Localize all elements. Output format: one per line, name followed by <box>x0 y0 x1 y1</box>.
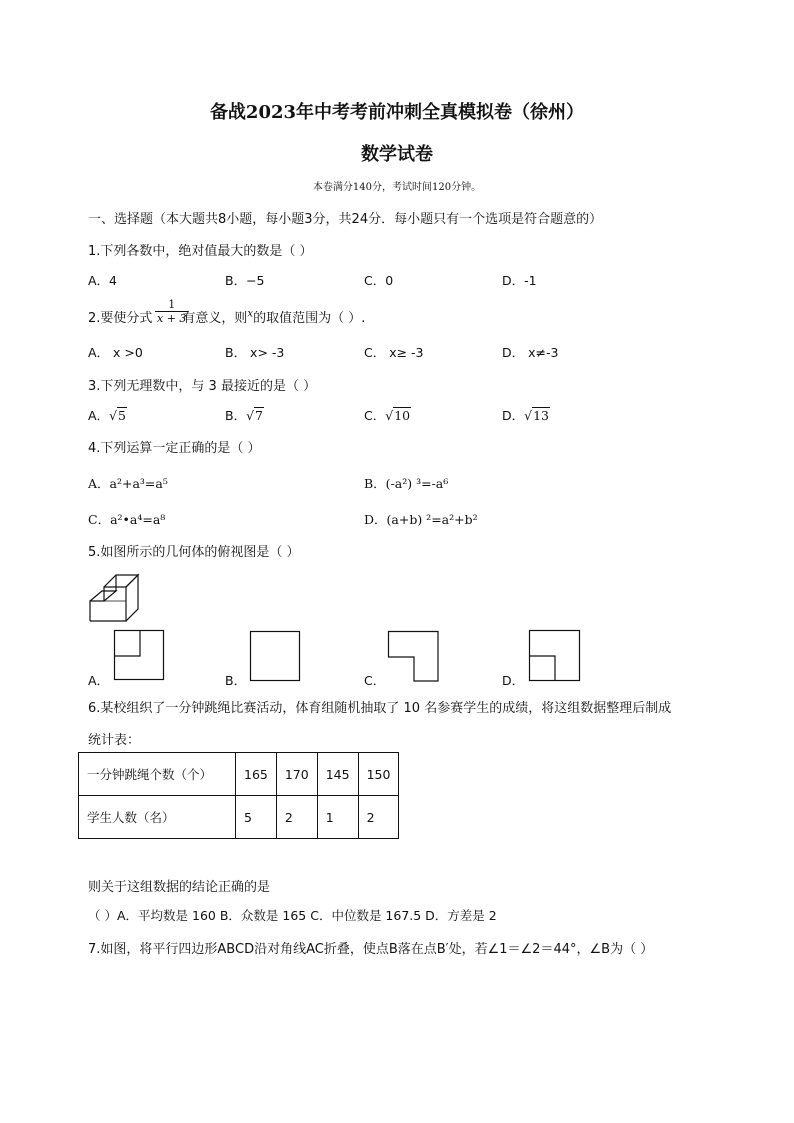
q3-option-c-label: C． <box>364 408 386 423</box>
q2-fraction-numerator: 1 <box>155 298 188 312</box>
table-cell: 一分钟跳绳个数（个） <box>79 753 236 796</box>
q3-option-a-radicand: 5 <box>118 408 126 423</box>
q6-conclusion: 则关于这组数据的结论正确的是 <box>88 880 271 895</box>
table-row <box>79 753 399 796</box>
q5-option-c-label: C． <box>364 673 386 688</box>
question-4-stem: 4.下列运算一定正确的是（ ） <box>88 441 261 456</box>
q2-variable: x <box>247 308 254 320</box>
section-heading: 一、选择题（本大题共8小题，每小题3分，共24分．每小题只有一个选项是符合题意的） <box>88 212 603 227</box>
question-1-stem: 1.下列各数中，绝对值最大的数是（ ） <box>88 244 313 259</box>
q5-option-b-figure <box>250 631 300 681</box>
table-cell: 165 <box>236 753 277 796</box>
exam-title: 备战2023年中考考前冲刺全真模拟卷（徐州） <box>209 102 585 123</box>
q2-option-d: D． x≠-3 <box>502 345 559 360</box>
table-cell: 150 <box>358 753 399 796</box>
q5-option-a-label: A． <box>88 673 110 688</box>
table-cell: 170 <box>276 753 317 796</box>
q6-options: （ ）A．平均数是 160 B．众数是 165 C．中位数是 167.5 D．方差是 2 <box>88 908 497 923</box>
q1-option-a: A．4 <box>88 273 118 288</box>
exam-subtitle: 数学试卷 <box>361 144 433 165</box>
q1-option-b: B．−5 <box>225 273 265 288</box>
table-row <box>79 796 399 839</box>
question-6-stem-line2: 统计表： <box>88 733 141 748</box>
q2-option-c: C． x≥ -3 <box>364 345 424 360</box>
table-cell: 5 <box>236 796 277 839</box>
q1-option-c: C．0 <box>364 273 394 288</box>
sqrt-symbol: √13 <box>524 408 550 423</box>
question-7-stem: 7.如图，将平行四边形ABCD沿对角线AC折叠，使点B落在点B′处，若∠1＝∠2＝44°，∠B为（ ） <box>88 942 654 957</box>
q5-option-d-figure <box>529 630 581 682</box>
table-cell: 1 <box>317 796 358 839</box>
q4-option-c: C．a²•a⁴=a⁸ <box>88 512 166 527</box>
q5-option-a-figure <box>114 630 164 680</box>
q1-option-d: D．-1 <box>502 273 537 288</box>
q5-option-c-figure <box>388 631 440 683</box>
q2-option-a: A． x >0 <box>88 345 143 360</box>
exam-note: 本卷满分140分，考试时间120分钟。 <box>312 182 482 193</box>
q4-option-d: D．(a+b) ²=a²+b² <box>364 512 478 527</box>
question-5-stem: 5.如图所示的几何体的俯视图是（ ） <box>88 545 300 560</box>
q3-option-d-label: D． <box>502 408 525 423</box>
q3-option-a-label: A． <box>88 408 110 423</box>
table-cell: 2 <box>276 796 317 839</box>
sqrt-symbol: √7 <box>246 408 263 423</box>
q4-option-b: B．(-a²) ³=-a⁶ <box>364 476 449 491</box>
sqrt-symbol: √5 <box>109 408 126 423</box>
q2-fraction <box>155 298 188 325</box>
q2-option-b: B． x> -3 <box>225 345 285 360</box>
q3-option-b-radicand: 7 <box>255 408 263 423</box>
table-cell: 学生人数（名） <box>79 796 236 839</box>
q2-stem-suffix: 的取值范围为（ ）. <box>253 311 366 326</box>
q4-option-a: A．a²+a³=a⁵ <box>88 476 168 491</box>
question-3-stem: 3.下列无理数中，与 3 最接近的是（ ） <box>88 379 317 394</box>
sqrt-symbol: √10 <box>385 408 411 423</box>
q5-option-d-label: D． <box>502 673 525 688</box>
table-cell: 145 <box>317 753 358 796</box>
table-cell: 2 <box>358 796 399 839</box>
q3-option-c <box>364 406 411 424</box>
q3-option-c-radicand: 10 <box>394 408 411 423</box>
q2-stem-prefix: 2.要使分式 <box>88 311 153 326</box>
q2-fraction-denominator: x + 3 <box>157 312 187 325</box>
question-2-stem <box>88 307 365 326</box>
question-6-stem-line1: 6.某校组织了一分钟跳绳比赛活动，体育组随机抽取了 10 名参赛学生的成绩，将这组数据整理后制成 <box>88 701 672 716</box>
q6-stat-table <box>78 752 399 839</box>
q3-option-a <box>88 406 127 424</box>
q3-option-b <box>225 406 264 424</box>
q5-solid-figure <box>88 567 148 623</box>
q2-stem-mid: 有意义，则 <box>182 311 248 326</box>
q3-option-b-label: B． <box>225 408 247 423</box>
q3-option-d <box>502 406 550 424</box>
q3-option-d-radicand: 13 <box>533 408 550 423</box>
q5-option-b-label: B． <box>225 673 247 688</box>
